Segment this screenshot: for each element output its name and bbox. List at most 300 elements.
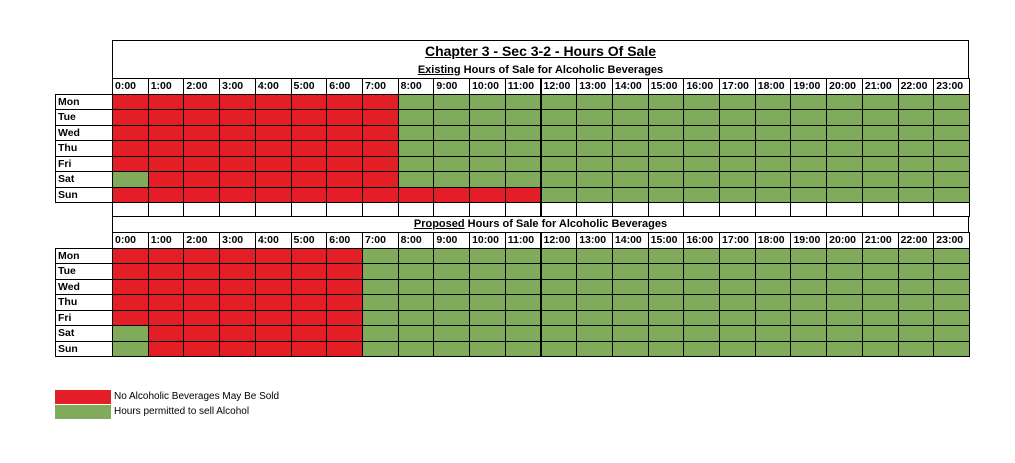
restricted-hour-cell xyxy=(255,263,292,280)
permitted-hour-cell xyxy=(576,187,613,204)
permitted-hour-cell xyxy=(826,341,863,358)
permitted-hour-cell xyxy=(541,325,578,342)
restricted-hour-cell xyxy=(148,94,185,111)
permitted-hour-cell xyxy=(469,140,506,157)
restricted-hour-cell xyxy=(183,140,220,157)
blank-cell xyxy=(755,202,792,217)
restricted-hour-cell xyxy=(362,109,399,126)
permitted-hour-cell xyxy=(683,125,720,142)
permitted-hour-cell xyxy=(398,325,435,342)
restricted-hour-cell xyxy=(255,310,292,327)
permitted-hour-cell xyxy=(790,109,827,126)
permitted-hour-cell xyxy=(541,140,578,157)
restricted-hour-cell xyxy=(112,94,149,111)
permitted-hour-cell xyxy=(576,125,613,142)
restricted-hour-cell xyxy=(148,140,185,157)
permitted-hour-cell xyxy=(898,187,935,204)
restricted-hour-cell xyxy=(255,279,292,296)
restricted-hour-cell xyxy=(219,341,256,358)
day-label: Fri xyxy=(55,310,113,327)
permitted-hour-cell xyxy=(362,294,399,311)
permitted-hour-cell xyxy=(790,125,827,142)
hour-header: 7:00 xyxy=(362,232,399,249)
day-label: Sat xyxy=(55,325,113,342)
permitted-hour-cell xyxy=(790,310,827,327)
permitted-hour-cell xyxy=(683,156,720,173)
permitted-hour-cell xyxy=(576,310,613,327)
permitted-hour-cell xyxy=(826,263,863,280)
permitted-hour-cell xyxy=(719,171,756,188)
day-label: Tue xyxy=(55,263,113,280)
permitted-hour-cell xyxy=(648,263,685,280)
restricted-hour-cell xyxy=(148,187,185,204)
blank-cell xyxy=(112,202,149,217)
permitted-hour-cell xyxy=(683,248,720,265)
permitted-hour-cell xyxy=(469,94,506,111)
permitted-hour-cell xyxy=(398,125,435,142)
permitted-hour-cell xyxy=(505,140,542,157)
restricted-hour-cell xyxy=(291,325,328,342)
permitted-hour-cell xyxy=(398,171,435,188)
restricted-hour-cell xyxy=(326,294,363,311)
blank-cell xyxy=(862,202,899,217)
permitted-hour-cell xyxy=(362,263,399,280)
restricted-hour-cell xyxy=(219,310,256,327)
restricted-hour-cell xyxy=(112,140,149,157)
permitted-hour-cell xyxy=(683,94,720,111)
permitted-hour-cell xyxy=(469,263,506,280)
hour-header: 3:00 xyxy=(219,78,256,95)
restricted-hour-cell xyxy=(148,156,185,173)
permitted-hour-cell xyxy=(755,325,792,342)
permitted-hour-cell xyxy=(755,187,792,204)
blank-cell xyxy=(219,202,256,217)
permitted-hour-cell xyxy=(648,310,685,327)
permitted-hour-cell xyxy=(576,279,613,296)
hour-header: 14:00 xyxy=(612,78,649,95)
restricted-hour-cell xyxy=(112,279,149,296)
permitted-hour-cell xyxy=(683,263,720,280)
permitted-hour-cell xyxy=(862,94,899,111)
restricted-hour-cell xyxy=(183,171,220,188)
permitted-hour-cell xyxy=(755,125,792,142)
permitted-hour-cell xyxy=(898,279,935,296)
permitted-hour-cell xyxy=(862,171,899,188)
hour-header: 0:00 xyxy=(112,232,149,249)
permitted-hour-cell xyxy=(755,341,792,358)
day-label: Wed xyxy=(55,279,113,296)
permitted-hour-cell xyxy=(362,248,399,265)
permitted-hour-cell xyxy=(362,310,399,327)
restricted-hour-cell xyxy=(148,171,185,188)
restricted-hour-cell xyxy=(183,341,220,358)
permitted-hour-cell xyxy=(576,325,613,342)
permitted-hour-cell xyxy=(648,294,685,311)
permitted-hour-cell xyxy=(398,341,435,358)
restricted-hour-cell xyxy=(255,156,292,173)
restricted-hour-cell xyxy=(255,94,292,111)
permitted-hour-cell xyxy=(398,140,435,157)
permitted-hour-cell xyxy=(683,325,720,342)
restricted-hour-cell xyxy=(112,156,149,173)
permitted-hour-cell xyxy=(683,310,720,327)
restricted-hour-cell xyxy=(183,125,220,142)
blank-cell xyxy=(898,202,935,217)
permitted-hour-cell xyxy=(933,310,970,327)
permitted-hour-cell xyxy=(719,294,756,311)
permitted-hour-cell xyxy=(719,341,756,358)
restricted-hour-cell xyxy=(326,310,363,327)
permitted-hour-cell xyxy=(612,187,649,204)
subtitle-underlined: Proposed xyxy=(413,218,465,230)
hour-header: 8:00 xyxy=(398,78,435,95)
permitted-hour-cell xyxy=(612,140,649,157)
restricted-hour-cell xyxy=(291,279,328,296)
permitted-hour-cell xyxy=(398,310,435,327)
permitted-hour-cell xyxy=(541,310,578,327)
table-subtitle xyxy=(112,62,969,78)
permitted-hour-cell xyxy=(648,125,685,142)
permitted-hour-cell xyxy=(112,171,149,188)
permitted-hour-cell xyxy=(683,109,720,126)
permitted-hour-cell xyxy=(612,125,649,142)
day-label: Thu xyxy=(55,140,113,157)
restricted-hour-cell xyxy=(219,140,256,157)
permitted-hour-cell xyxy=(648,94,685,111)
permitted-hour-cell xyxy=(862,263,899,280)
permitted-hour-cell xyxy=(719,94,756,111)
permitted-hour-cell xyxy=(933,140,970,157)
permitted-hour-cell xyxy=(790,187,827,204)
permitted-hour-cell xyxy=(541,294,578,311)
permitted-hour-cell xyxy=(541,109,578,126)
blank-cell xyxy=(326,202,363,217)
permitted-hour-cell xyxy=(469,294,506,311)
title-text: Chapter 3 - Sec 3-2 - Hours Of Sale xyxy=(424,43,657,59)
permitted-hour-cell xyxy=(433,325,470,342)
restricted-hour-cell xyxy=(148,310,185,327)
restricted-hour-cell xyxy=(255,294,292,311)
hour-header: 19:00 xyxy=(790,232,827,249)
hour-header: 18:00 xyxy=(755,78,792,95)
restricted-hour-cell xyxy=(362,94,399,111)
restricted-hour-cell xyxy=(219,94,256,111)
restricted-hour-cell xyxy=(362,156,399,173)
day-label: Sun xyxy=(55,187,113,204)
permitted-hour-cell xyxy=(826,187,863,204)
blank-cell xyxy=(183,202,220,217)
hour-header: 1:00 xyxy=(148,232,185,249)
permitted-hour-cell xyxy=(933,263,970,280)
legend-swatch-permitted xyxy=(55,405,111,419)
permitted-hour-cell xyxy=(648,279,685,296)
hour-header: 10:00 xyxy=(469,78,506,95)
permitted-hour-cell xyxy=(898,109,935,126)
permitted-hour-cell xyxy=(505,294,542,311)
blank-cell xyxy=(648,202,685,217)
blank-cell xyxy=(683,202,720,217)
permitted-hour-cell xyxy=(505,279,542,296)
hour-header: 7:00 xyxy=(362,78,399,95)
legend-label: Hours permitted to sell Alcohol xyxy=(114,406,250,417)
permitted-hour-cell xyxy=(398,156,435,173)
hour-header: 6:00 xyxy=(326,232,363,249)
hour-header: 11:00 xyxy=(505,78,542,95)
permitted-hour-cell xyxy=(755,109,792,126)
permitted-hour-cell xyxy=(790,94,827,111)
permitted-hour-cell xyxy=(505,325,542,342)
permitted-hour-cell xyxy=(541,279,578,296)
permitted-hour-cell xyxy=(612,310,649,327)
permitted-hour-cell xyxy=(719,325,756,342)
permitted-hour-cell xyxy=(576,263,613,280)
restricted-hour-cell xyxy=(255,109,292,126)
permitted-hour-cell xyxy=(612,341,649,358)
permitted-hour-cell xyxy=(862,140,899,157)
permitted-hour-cell xyxy=(362,325,399,342)
restricted-hour-cell xyxy=(183,109,220,126)
day-label: Mon xyxy=(55,248,113,265)
hour-header: 13:00 xyxy=(576,232,613,249)
permitted-hour-cell xyxy=(933,279,970,296)
permitted-hour-cell xyxy=(612,109,649,126)
permitted-hour-cell xyxy=(719,156,756,173)
permitted-hour-cell xyxy=(755,263,792,280)
permitted-hour-cell xyxy=(719,109,756,126)
permitted-hour-cell xyxy=(612,325,649,342)
permitted-hour-cell xyxy=(790,294,827,311)
restricted-hour-cell xyxy=(255,171,292,188)
permitted-hour-cell xyxy=(505,310,542,327)
permitted-hour-cell xyxy=(719,310,756,327)
hour-header: 11:00 xyxy=(505,232,542,249)
permitted-hour-cell xyxy=(755,248,792,265)
restricted-hour-cell xyxy=(183,310,220,327)
permitted-hour-cell xyxy=(541,156,578,173)
permitted-hour-cell xyxy=(469,341,506,358)
permitted-hour-cell xyxy=(433,109,470,126)
subtitle-rest: Hours of Sale for Alcoholic Beverages xyxy=(460,64,664,76)
restricted-hour-cell xyxy=(291,294,328,311)
permitted-hour-cell xyxy=(862,310,899,327)
permitted-hour-cell xyxy=(898,125,935,142)
restricted-hour-cell xyxy=(148,263,185,280)
blank-cell xyxy=(433,202,470,217)
restricted-hour-cell xyxy=(148,125,185,142)
permitted-hour-cell xyxy=(648,187,685,204)
permitted-hour-cell xyxy=(826,109,863,126)
permitted-hour-cell xyxy=(898,294,935,311)
subtitle-underlined: Existing xyxy=(417,64,461,76)
permitted-hour-cell xyxy=(826,156,863,173)
permitted-hour-cell xyxy=(755,171,792,188)
restricted-hour-cell xyxy=(291,109,328,126)
permitted-hour-cell xyxy=(898,310,935,327)
permitted-hour-cell xyxy=(469,248,506,265)
permitted-hour-cell xyxy=(612,294,649,311)
hour-header: 21:00 xyxy=(862,232,899,249)
restricted-hour-cell xyxy=(255,187,292,204)
blank-cell xyxy=(148,202,185,217)
permitted-hour-cell xyxy=(826,171,863,188)
permitted-hour-cell xyxy=(612,248,649,265)
restricted-hour-cell xyxy=(291,187,328,204)
restricted-hour-cell xyxy=(326,248,363,265)
permitted-hour-cell xyxy=(719,125,756,142)
hour-header: 8:00 xyxy=(398,232,435,249)
permitted-hour-cell xyxy=(683,187,720,204)
permitted-hour-cell xyxy=(433,279,470,296)
permitted-hour-cell xyxy=(469,310,506,327)
permitted-hour-cell xyxy=(541,94,578,111)
restricted-hour-cell xyxy=(326,171,363,188)
restricted-hour-cell xyxy=(362,187,399,204)
permitted-hour-cell xyxy=(612,156,649,173)
restricted-hour-cell xyxy=(148,341,185,358)
restricted-hour-cell xyxy=(362,125,399,142)
permitted-hour-cell xyxy=(862,156,899,173)
hour-header: 4:00 xyxy=(255,232,292,249)
page-title xyxy=(112,40,969,62)
restricted-hour-cell xyxy=(112,109,149,126)
restricted-hour-cell xyxy=(112,248,149,265)
legend-label: No Alcoholic Beverages May Be Sold xyxy=(114,391,280,402)
restricted-hour-cell xyxy=(148,279,185,296)
hour-header: 10:00 xyxy=(469,232,506,249)
permitted-hour-cell xyxy=(790,341,827,358)
restricted-hour-cell xyxy=(326,341,363,358)
restricted-hour-cell xyxy=(219,171,256,188)
permitted-hour-cell xyxy=(648,325,685,342)
day-label: Tue xyxy=(55,109,113,126)
permitted-hour-cell xyxy=(433,248,470,265)
restricted-hour-cell xyxy=(505,187,542,204)
hour-header: 18:00 xyxy=(755,232,792,249)
hour-header: 12:00 xyxy=(541,232,578,249)
permitted-hour-cell xyxy=(541,125,578,142)
hour-header: 3:00 xyxy=(219,232,256,249)
permitted-hour-cell xyxy=(719,248,756,265)
day-label: Sun xyxy=(55,341,113,358)
permitted-hour-cell xyxy=(398,294,435,311)
restricted-hour-cell xyxy=(255,140,292,157)
restricted-hour-cell xyxy=(112,125,149,142)
permitted-hour-cell xyxy=(433,341,470,358)
restricted-hour-cell xyxy=(148,109,185,126)
restricted-hour-cell xyxy=(183,94,220,111)
hour-header: 16:00 xyxy=(683,78,720,95)
permitted-hour-cell xyxy=(541,248,578,265)
permitted-hour-cell xyxy=(576,140,613,157)
restricted-hour-cell xyxy=(183,187,220,204)
restricted-hour-cell xyxy=(291,341,328,358)
permitted-hour-cell xyxy=(469,125,506,142)
hour-header: 14:00 xyxy=(612,232,649,249)
permitted-hour-cell xyxy=(398,248,435,265)
hour-header: 15:00 xyxy=(648,232,685,249)
permitted-hour-cell xyxy=(398,279,435,296)
blank-cell xyxy=(719,202,756,217)
permitted-hour-cell xyxy=(505,248,542,265)
permitted-hour-cell xyxy=(576,156,613,173)
blank-cell xyxy=(255,202,292,217)
hour-header: 17:00 xyxy=(719,78,756,95)
permitted-hour-cell xyxy=(541,341,578,358)
blank-cell xyxy=(505,202,542,217)
hour-header: 21:00 xyxy=(862,78,899,95)
restricted-hour-cell xyxy=(219,279,256,296)
hour-header: 9:00 xyxy=(433,232,470,249)
permitted-hour-cell xyxy=(826,94,863,111)
permitted-hour-cell xyxy=(826,248,863,265)
permitted-hour-cell xyxy=(790,171,827,188)
permitted-hour-cell xyxy=(648,156,685,173)
permitted-hour-cell xyxy=(826,140,863,157)
permitted-hour-cell xyxy=(469,171,506,188)
day-label: Thu xyxy=(55,294,113,311)
restricted-hour-cell xyxy=(362,171,399,188)
permitted-hour-cell xyxy=(112,341,149,358)
permitted-hour-cell xyxy=(612,263,649,280)
hour-header: 6:00 xyxy=(326,78,363,95)
permitted-hour-cell xyxy=(469,109,506,126)
table-subtitle xyxy=(112,216,969,232)
hour-header: 1:00 xyxy=(148,78,185,95)
restricted-hour-cell xyxy=(183,279,220,296)
permitted-hour-cell xyxy=(433,263,470,280)
permitted-hour-cell xyxy=(862,341,899,358)
blank-cell xyxy=(612,202,649,217)
restricted-hour-cell xyxy=(326,109,363,126)
permitted-hour-cell xyxy=(862,109,899,126)
permitted-hour-cell xyxy=(755,294,792,311)
permitted-hour-cell xyxy=(898,156,935,173)
permitted-hour-cell xyxy=(505,156,542,173)
permitted-hour-cell xyxy=(683,294,720,311)
permitted-hour-cell xyxy=(755,94,792,111)
restricted-hour-cell xyxy=(326,187,363,204)
subtitle-rest: Hours of Sale for Alcoholic Beverages xyxy=(464,218,668,230)
permitted-hour-cell xyxy=(648,248,685,265)
restricted-hour-cell xyxy=(291,94,328,111)
permitted-hour-cell xyxy=(433,171,470,188)
permitted-hour-cell xyxy=(790,279,827,296)
permitted-hour-cell xyxy=(433,294,470,311)
permitted-hour-cell xyxy=(576,294,613,311)
permitted-hour-cell xyxy=(862,294,899,311)
permitted-hour-cell xyxy=(576,171,613,188)
hour-header: 23:00 xyxy=(933,78,970,95)
hour-header: 23:00 xyxy=(933,232,970,249)
restricted-hour-cell xyxy=(326,263,363,280)
restricted-hour-cell xyxy=(112,310,149,327)
permitted-hour-cell xyxy=(826,294,863,311)
permitted-hour-cell xyxy=(576,94,613,111)
blank-cell xyxy=(291,202,328,217)
hour-header: 22:00 xyxy=(898,232,935,249)
blank-cell xyxy=(790,202,827,217)
permitted-hour-cell xyxy=(612,94,649,111)
permitted-hour-cell xyxy=(612,279,649,296)
hour-header: 2:00 xyxy=(183,78,220,95)
permitted-hour-cell xyxy=(541,263,578,280)
permitted-hour-cell xyxy=(933,171,970,188)
restricted-hour-cell xyxy=(183,294,220,311)
permitted-hour-cell xyxy=(933,341,970,358)
permitted-hour-cell xyxy=(719,140,756,157)
restricted-hour-cell xyxy=(255,325,292,342)
restricted-hour-cell xyxy=(219,156,256,173)
